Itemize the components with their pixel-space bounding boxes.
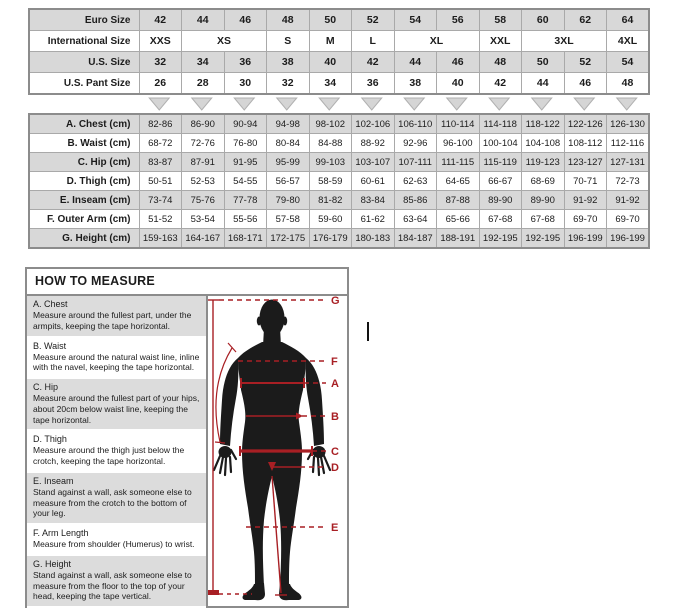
value-cell: 164-167	[182, 229, 225, 249]
value-cell: 115-119	[479, 153, 522, 172]
value-cell: 106-110	[394, 114, 437, 134]
value-cell: 176-179	[309, 229, 352, 249]
value-cell: 98-102	[309, 114, 352, 134]
value-cell: 192-195	[522, 229, 565, 249]
row-label: International Size	[29, 31, 139, 52]
marker-label-a: A	[331, 378, 339, 390]
row-label: D. Thigh (cm)	[29, 172, 139, 191]
down-triangle-icon	[362, 98, 382, 110]
value-cell: M	[309, 31, 352, 52]
value-cell: 62	[564, 9, 607, 31]
value-cell: 91-95	[224, 153, 267, 172]
value-cell: 4XL	[607, 31, 650, 52]
value-cell: 83-87	[139, 153, 182, 172]
value-cell: 168-171	[224, 229, 267, 249]
value-cell: 69-70	[607, 210, 650, 229]
value-cell: 184-187	[394, 229, 437, 249]
value-cell: 92-96	[394, 134, 437, 153]
value-cell: 81-82	[309, 191, 352, 210]
value-cell: 61-62	[352, 210, 395, 229]
value-cell: 91-92	[564, 191, 607, 210]
down-triangle-icon	[319, 98, 339, 110]
value-cell: 88-92	[352, 134, 395, 153]
instruction-text: Stand against a wall, ask someone else to measure from the floor to the top of your head, keeping the tape vertical.	[33, 569, 192, 602]
value-cell: 52	[352, 9, 395, 31]
value-cell: 126-130	[607, 114, 650, 134]
size-conversion-table	[28, 8, 650, 95]
marker-label-c: C	[331, 446, 339, 458]
value-cell: 55-56	[224, 210, 267, 229]
instruction-section	[27, 473, 206, 525]
instruction-text: Measure around the thigh just below the crotch, keeping the tape horizontal.	[33, 445, 185, 466]
value-cell: 46	[224, 9, 267, 31]
value-cell: 82-86	[139, 114, 182, 134]
instruction-section	[27, 379, 206, 431]
value-cell: 68-72	[139, 134, 182, 153]
value-cell: 58	[479, 9, 522, 31]
value-cell: L	[352, 31, 395, 52]
down-triangle-icon	[617, 98, 637, 110]
body-measurement-table	[28, 113, 650, 249]
value-cell: 44	[394, 52, 437, 73]
value-cell: 50	[522, 52, 565, 73]
value-cell: 108-112	[564, 134, 607, 153]
value-cell: 40	[309, 52, 352, 73]
value-cell: 95-99	[267, 153, 310, 172]
panel-title: HOW TO MEASURE	[27, 269, 347, 296]
value-cell: 60-61	[352, 172, 395, 191]
value-cell: 66-67	[479, 172, 522, 191]
value-cell: 59-60	[309, 210, 352, 229]
row-label: G. Height (cm)	[29, 229, 139, 249]
value-cell: 99-103	[309, 153, 352, 172]
value-cell: 42	[479, 73, 522, 95]
value-cell: 28	[182, 73, 225, 95]
value-cell: 68-69	[522, 172, 565, 191]
value-cell: 51-52	[139, 210, 182, 229]
panel-body	[27, 296, 347, 608]
down-triangle-icon	[234, 98, 254, 110]
value-cell: 83-84	[352, 191, 395, 210]
value-cell: 70-71	[564, 172, 607, 191]
value-cell: 96-100	[437, 134, 480, 153]
value-cell: 77-78	[224, 191, 267, 210]
value-cell: 91-92	[607, 191, 650, 210]
value-cell: 75-76	[182, 191, 225, 210]
value-cell: 87-88	[437, 191, 480, 210]
value-cell: 180-183	[352, 229, 395, 249]
value-cell: 62-63	[394, 172, 437, 191]
value-cell: 34	[182, 52, 225, 73]
down-triangle-icon	[532, 98, 552, 110]
instruction-section	[27, 296, 206, 338]
value-cell: 159-163	[139, 229, 182, 249]
value-cell: 58-59	[309, 172, 352, 191]
text-cursor[interactable]	[367, 322, 369, 341]
instruction-text: Measure from shoulder (Humerus) to wrist.	[33, 539, 195, 549]
value-cell: 57-58	[267, 210, 310, 229]
value-cell: 53-54	[182, 210, 225, 229]
value-cell: 72-73	[607, 172, 650, 191]
value-cell: XL	[394, 31, 479, 52]
value-cell: 64-65	[437, 172, 480, 191]
row-label: C. Hip (cm)	[29, 153, 139, 172]
value-cell: 69-70	[564, 210, 607, 229]
row-label: Euro Size	[29, 9, 139, 31]
down-triangle-icon	[404, 98, 424, 110]
value-cell: 36	[352, 73, 395, 95]
value-cell: 102-106	[352, 114, 395, 134]
marker-label-e: E	[331, 522, 339, 534]
value-cell: 64	[607, 9, 650, 31]
value-cell: 48	[267, 9, 310, 31]
instruction-text: Measure around the fullest part of your hips, about 20cm below waist line, keeping the tape horizontal.	[33, 393, 200, 425]
instruction-heading: A. Chest	[33, 299, 68, 309]
value-cell: 63-64	[394, 210, 437, 229]
value-cell: 50	[309, 9, 352, 31]
value-cell: 38	[267, 52, 310, 73]
marker-label-f: F	[331, 356, 338, 368]
value-cell: S	[267, 31, 310, 52]
marker-label-g: G	[331, 296, 340, 307]
value-cell: 34	[309, 73, 352, 95]
value-cell: 85-86	[394, 191, 437, 210]
value-cell: 32	[267, 73, 310, 95]
value-cell: 54	[607, 52, 650, 73]
instruction-text: Measure around the fullest part, under the armpits, keeping the tape horizontal.	[33, 310, 192, 331]
value-cell: 56-57	[267, 172, 310, 191]
down-triangle-icon	[149, 98, 169, 110]
value-cell: 42	[139, 9, 182, 31]
value-cell: 90-94	[224, 114, 267, 134]
value-cell: 67-68	[522, 210, 565, 229]
value-cell: 54	[394, 9, 437, 31]
value-cell: 112-116	[607, 134, 650, 153]
value-cell: 119-123	[522, 153, 565, 172]
down-triangle-icon	[277, 98, 297, 110]
measurement-figure	[208, 296, 347, 608]
instruction-heading: E. Inseam	[33, 475, 74, 486]
down-triangle-icon	[192, 98, 212, 110]
value-cell: 40	[437, 73, 480, 95]
value-cell: 52	[564, 52, 607, 73]
body-diagram	[208, 296, 347, 608]
instruction-section	[27, 556, 206, 608]
value-cell: 123-127	[564, 153, 607, 172]
value-cell: 44	[522, 73, 565, 95]
value-cell: 3XL	[522, 31, 607, 52]
down-triangle-icon	[574, 98, 594, 110]
value-cell: 46	[437, 52, 480, 73]
row-label: A. Chest (cm)	[29, 114, 139, 134]
value-cell: XXS	[139, 31, 182, 52]
value-cell: 196-199	[607, 229, 650, 249]
value-cell: XS	[182, 31, 267, 52]
value-cell: 72-76	[182, 134, 225, 153]
instruction-section	[27, 525, 206, 556]
marker-label-d: D	[331, 462, 339, 474]
value-cell: 111-115	[437, 153, 480, 172]
row-label: F. Outer Arm (cm)	[29, 210, 139, 229]
value-cell: XXL	[479, 31, 522, 52]
instruction-section	[27, 431, 206, 473]
value-cell: 76-80	[224, 134, 267, 153]
value-cell: 46	[564, 73, 607, 95]
value-cell: 38	[394, 73, 437, 95]
value-cell: 86-90	[182, 114, 225, 134]
value-cell: 114-118	[479, 114, 522, 134]
value-cell: 48	[607, 73, 650, 95]
instruction-heading: C. Hip	[33, 382, 59, 392]
instruction-list	[27, 296, 208, 608]
down-triangle-icon	[489, 98, 509, 110]
value-cell: 60	[522, 9, 565, 31]
value-cell: 104-108	[522, 134, 565, 153]
value-cell: 54-55	[224, 172, 267, 191]
value-cell: 48	[479, 52, 522, 73]
row-label: B. Waist (cm)	[29, 134, 139, 153]
value-cell: 103-107	[352, 153, 395, 172]
value-cell: 89-90	[522, 191, 565, 210]
value-cell: 79-80	[267, 191, 310, 210]
instruction-heading: G. Height	[33, 558, 72, 569]
marker-label-b: B	[331, 411, 339, 423]
value-cell: 26	[139, 73, 182, 95]
value-cell: 110-114	[437, 114, 480, 134]
value-cell: 52-53	[182, 172, 225, 191]
value-cell: 89-90	[479, 191, 522, 210]
value-cell: 118-122	[522, 114, 565, 134]
value-cell: 42	[352, 52, 395, 73]
value-cell: 44	[182, 9, 225, 31]
instruction-text: Stand against a wall, ask someone else to measure from the crotch to the bottom of your leg.	[33, 486, 192, 519]
value-cell: 30	[224, 73, 267, 95]
value-cell: 65-66	[437, 210, 480, 229]
value-cell: 100-104	[479, 134, 522, 153]
row-label: U.S. Pant Size	[29, 73, 139, 95]
value-cell: 80-84	[267, 134, 310, 153]
value-cell: 127-131	[607, 153, 650, 172]
value-cell: 188-191	[437, 229, 480, 249]
row-label: U.S. Size	[29, 52, 139, 73]
value-cell: 172-175	[267, 229, 310, 249]
value-cell: 122-126	[564, 114, 607, 134]
how-to-measure-panel	[25, 267, 349, 608]
value-cell: 84-88	[309, 134, 352, 153]
value-cell: 36	[224, 52, 267, 73]
value-cell: 32	[139, 52, 182, 73]
instruction-heading: D. Thigh	[33, 434, 67, 445]
value-cell: 73-74	[139, 191, 182, 210]
instruction-section	[27, 338, 206, 380]
instruction-heading: F. Arm Length	[33, 527, 89, 538]
column-pointer-strip	[28, 96, 648, 112]
value-cell: 196-199	[564, 229, 607, 249]
value-cell: 56	[437, 9, 480, 31]
value-cell: 107-111	[394, 153, 437, 172]
value-cell: 94-98	[267, 114, 310, 134]
value-cell: 50-51	[139, 172, 182, 191]
down-triangle-icon	[447, 98, 467, 110]
row-label: E. Inseam (cm)	[29, 191, 139, 210]
instruction-text: Measure around the natural waist line, inline with the navel, keeping the tape horizontal.	[33, 351, 200, 373]
value-cell: 192-195	[479, 229, 522, 249]
instruction-heading: B. Waist	[33, 340, 67, 351]
value-cell: 67-68	[479, 210, 522, 229]
value-cell: 87-91	[182, 153, 225, 172]
